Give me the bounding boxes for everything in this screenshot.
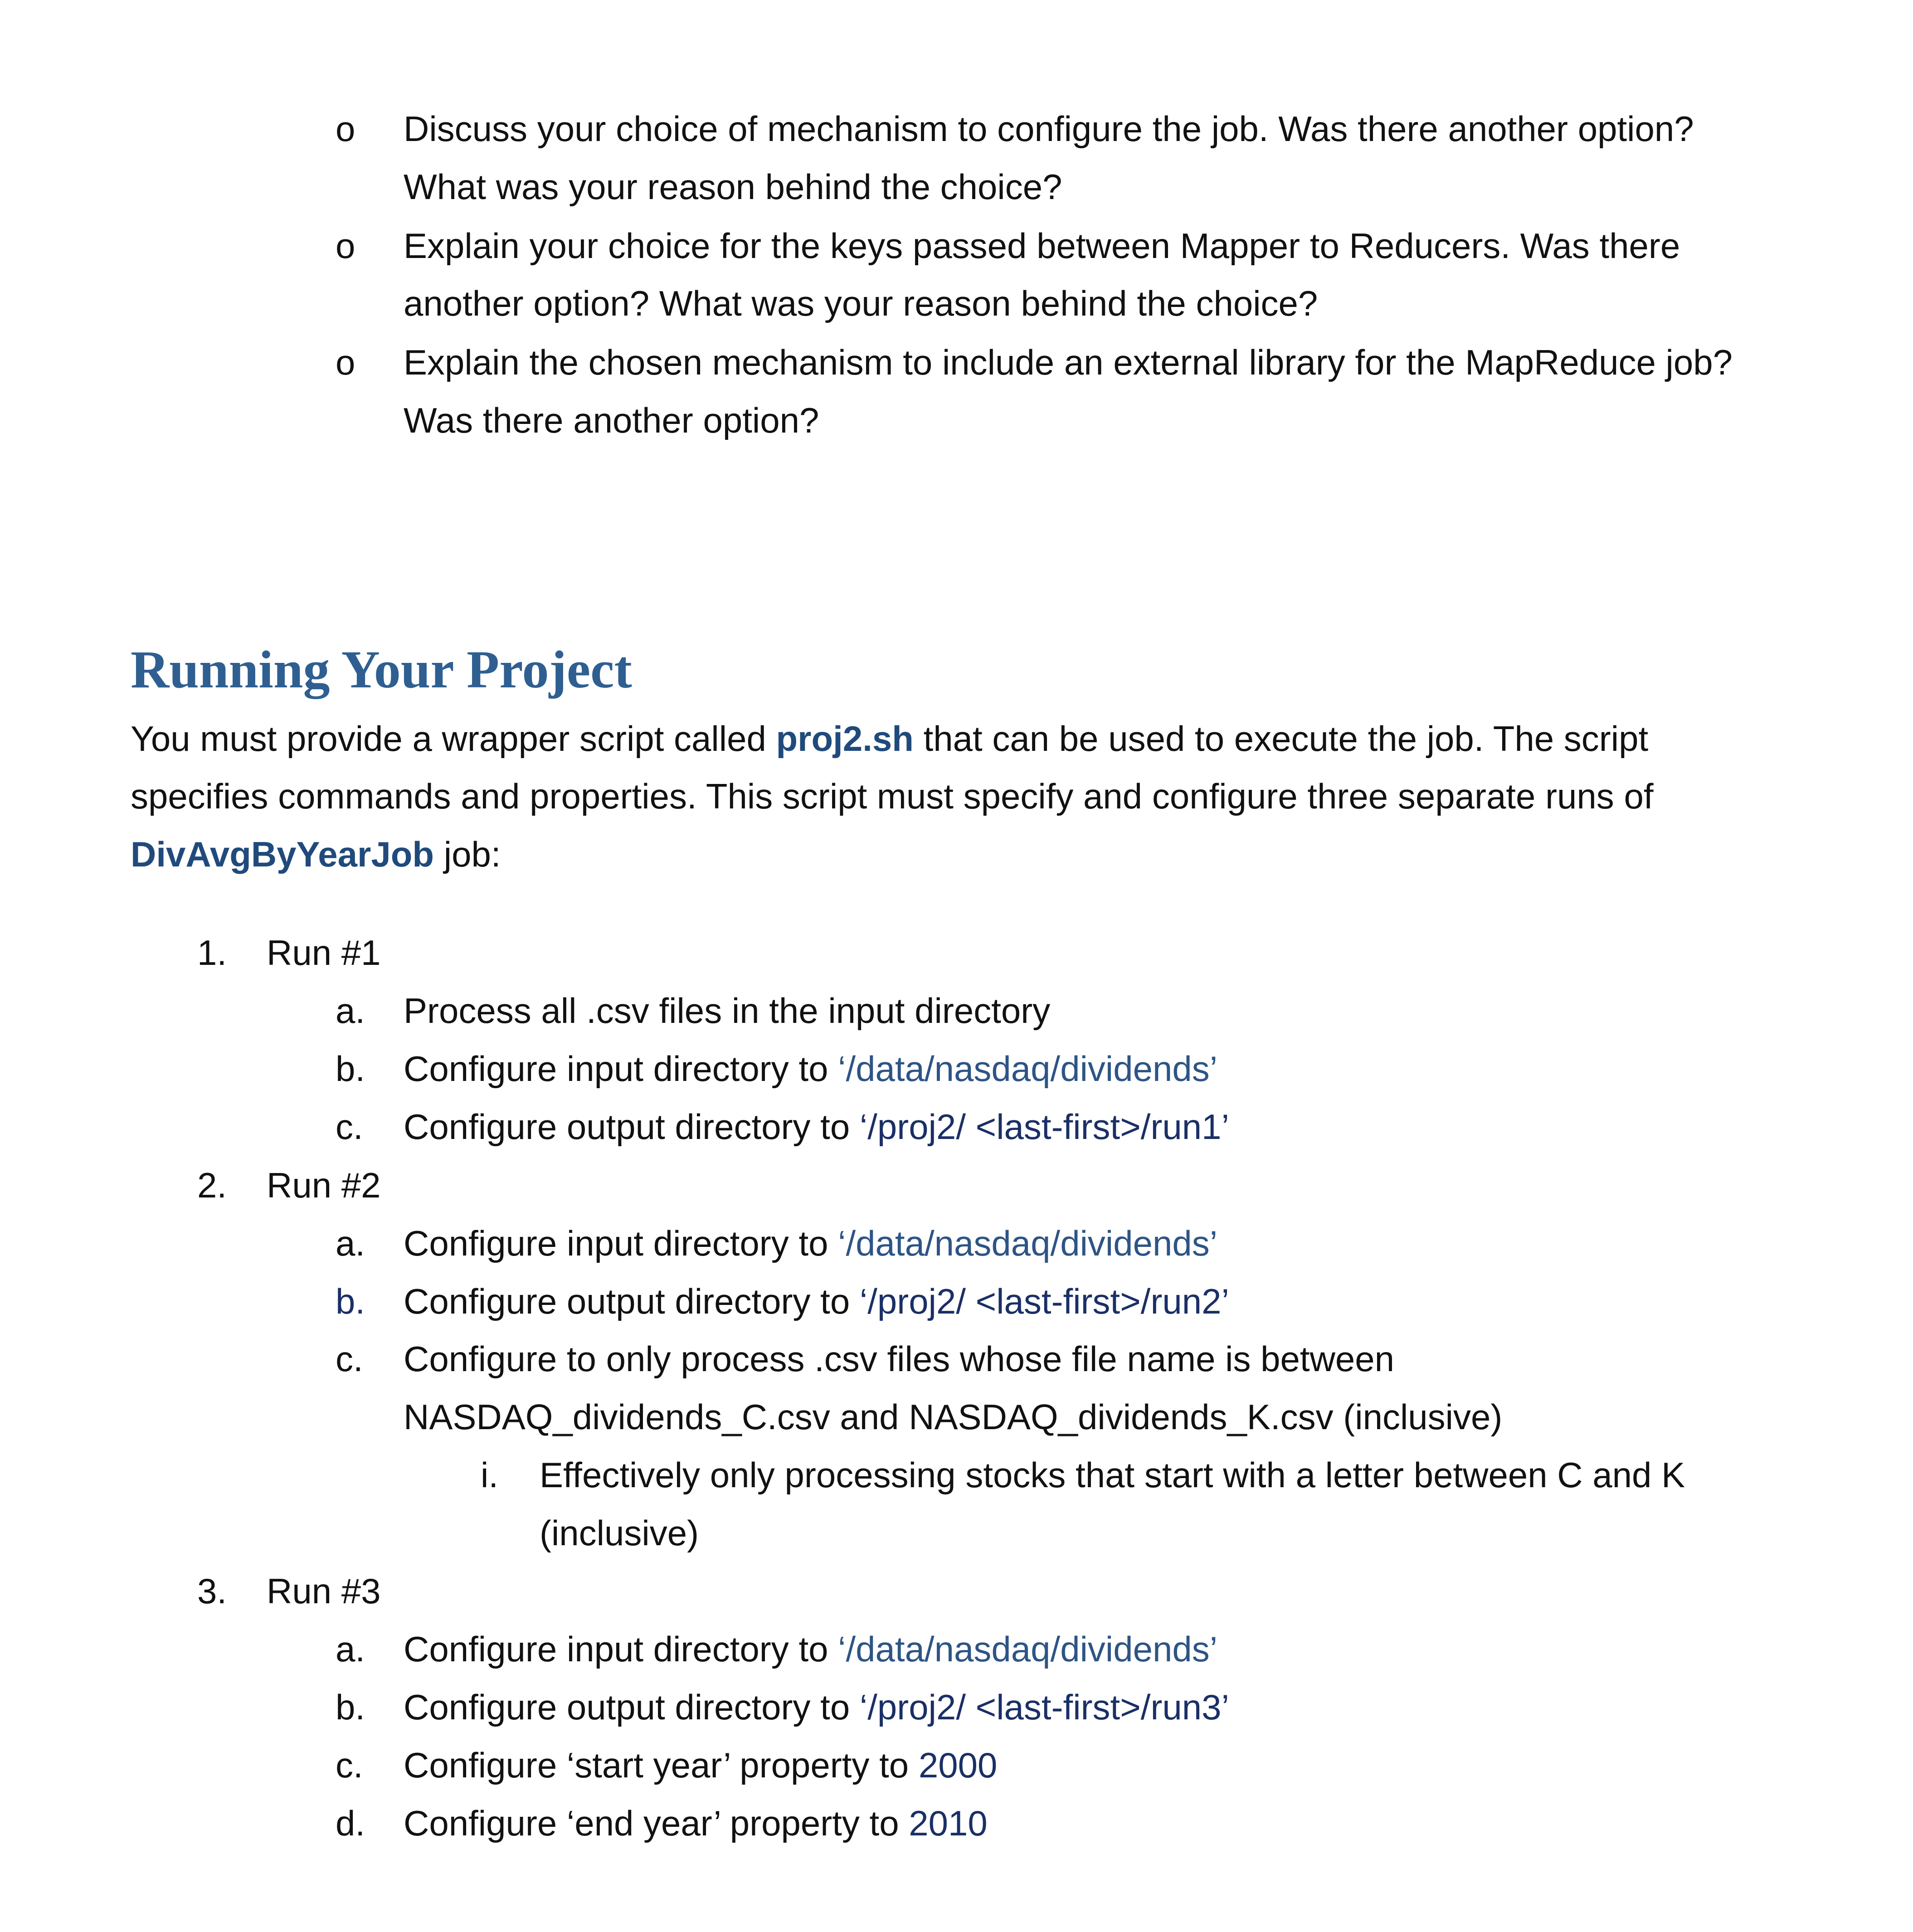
run-item bbox=[404, 1747, 997, 1783]
run-title: Run #2 bbox=[267, 1165, 381, 1205]
output-path-value: ‘/proj2/ <last-first>/run1’ bbox=[859, 1107, 1229, 1147]
bullet-3-line-1: Explain the chosen mechanism to include an external library for the MapReduce job? bbox=[404, 342, 1733, 382]
run-item bbox=[404, 991, 1051, 1031]
intro-text: job: bbox=[434, 834, 501, 874]
end-year-value: 2010 bbox=[909, 1803, 988, 1843]
item-text: Configure ‘end year’ property to bbox=[404, 1803, 909, 1843]
section-heading: Running Your Project bbox=[131, 640, 632, 699]
run-item bbox=[404, 1631, 1217, 1667]
bullet-2-line-1: Explain your choice for the keys passed between Mapper to Reducers. Was there bbox=[404, 226, 1680, 266]
input-path-value: ‘/data/nasdaq/dividends’ bbox=[838, 1049, 1218, 1089]
item-marker: d. bbox=[336, 1803, 365, 1843]
output-path-value: ‘/proj2/ <last-first>/run3’ bbox=[859, 1687, 1229, 1727]
item-marker: c. bbox=[336, 1339, 363, 1379]
input-path-value: ‘/data/nasdaq/dividends’ bbox=[838, 1223, 1218, 1263]
run-number: 2. bbox=[197, 1165, 227, 1205]
run-item bbox=[404, 1281, 1229, 1321]
bullet-3-line-2: Was there another option? bbox=[404, 400, 819, 440]
item-marker: a. bbox=[336, 1629, 365, 1669]
sub-item-line-1: Effectively only processing stocks that start with a letter between C and K bbox=[540, 1455, 1685, 1495]
item-marker: b. bbox=[336, 1049, 365, 1089]
bullet-2-line-2: another option? What was your reason behind the choice? bbox=[404, 283, 1318, 323]
bullet-marker: o bbox=[336, 109, 355, 149]
run-number: 3. bbox=[197, 1571, 227, 1611]
item-text: Configure input directory to bbox=[404, 1049, 838, 1089]
bullet-marker: o bbox=[336, 342, 355, 382]
item-marker: a. bbox=[336, 991, 365, 1031]
item-text: Configure input directory to bbox=[404, 1223, 838, 1263]
item-text: Configure ‘start year’ property to bbox=[404, 1745, 919, 1785]
run-item bbox=[404, 1049, 1218, 1089]
item-marker: b. bbox=[336, 1281, 365, 1321]
bullet-1-line-1: Discuss your choice of mechanism to configure the job. Was there another option? bbox=[404, 109, 1694, 149]
item-marker: b. bbox=[336, 1687, 365, 1727]
sub-item-line-2: (inclusive) bbox=[540, 1513, 699, 1553]
item-text: Configure output directory to bbox=[404, 1687, 860, 1727]
intro-line-2: specifies commands and properties. This script must specify and configure three separate runs of bbox=[131, 776, 1654, 816]
run-item bbox=[404, 1107, 1229, 1147]
bullet-marker: o bbox=[336, 226, 355, 266]
start-year-value: 2000 bbox=[918, 1745, 998, 1785]
item-text: Configure input directory to bbox=[404, 1629, 838, 1669]
intro-text: that can be used to execute the job. The script bbox=[913, 719, 1649, 759]
item-marker: c. bbox=[336, 1107, 363, 1147]
item-marker: c. bbox=[336, 1745, 363, 1785]
item-text: Configure output directory to bbox=[404, 1107, 860, 1147]
intro-text: You must provide a wrapper script called bbox=[131, 719, 776, 759]
run-item bbox=[404, 1223, 1218, 1263]
run-item: Configure to only process .csv files whose file name is between bbox=[404, 1339, 1395, 1379]
bullet-1-line-2: What was your reason behind the choice? bbox=[404, 167, 1062, 207]
script-name: proj2.sh bbox=[776, 719, 914, 759]
job-name: DivAvgByYearJob bbox=[131, 834, 434, 874]
intro-line-1 bbox=[131, 719, 1649, 759]
run-item-continued: NASDAQ_dividends_C.csv and NASDAQ_dividends_K.csv (inclusive) bbox=[404, 1397, 1503, 1437]
run-item bbox=[404, 1805, 988, 1841]
input-path-value: ‘/data/nasdaq/dividends’ bbox=[838, 1629, 1218, 1669]
item-marker: a. bbox=[336, 1223, 365, 1263]
sub-item-marker: i. bbox=[481, 1455, 498, 1495]
run-title: Run #1 bbox=[267, 933, 381, 973]
intro-line-3 bbox=[131, 834, 501, 874]
run-title: Run #3 bbox=[267, 1571, 381, 1611]
run-item bbox=[404, 1689, 1229, 1725]
item-text: Configure output directory to bbox=[404, 1281, 860, 1321]
run-number: 1. bbox=[197, 933, 227, 973]
item-text: Process all .csv files in the input directory bbox=[404, 991, 1051, 1031]
output-path-value: ‘/proj2/ <last-first>/run2’ bbox=[859, 1281, 1229, 1321]
